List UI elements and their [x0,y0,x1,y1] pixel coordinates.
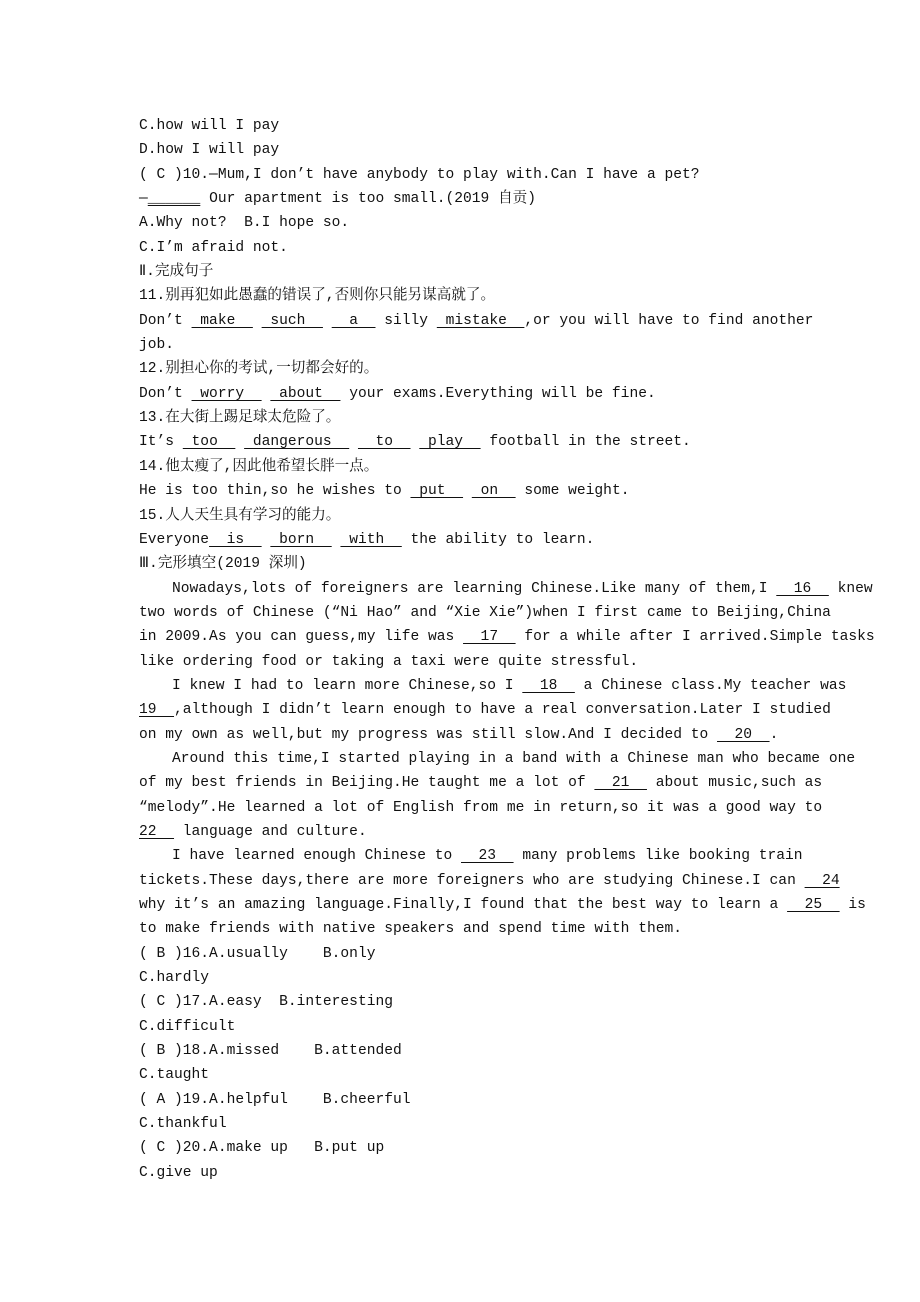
text-line [139,455,811,479]
text-segment: C.taught [139,1067,210,1084]
text-segment: ,although I didn’t learn enough to have a real conversation.Later I studied [174,702,831,719]
text-segment: ( C )20.A.make up B.put up [139,1140,385,1157]
text-line [139,309,814,333]
answer-blank: 23 [461,848,514,865]
text-segment: a Chinese class.My teacher was [574,677,847,694]
text-segment: of my best friends in Beijing.He taught me a lot of [139,775,595,792]
text-segment: ( A )19.A.helpful B.cheerful [139,1091,411,1108]
text-line [139,211,811,235]
text-line [139,577,873,601]
text-line [139,1136,811,1160]
text-segment: 13.在大街上踢足球太危险了。 [139,410,341,427]
answer-blank: a [331,312,376,329]
text-segment [463,483,472,499]
text-line [139,284,811,308]
text-line [139,625,875,649]
text-line [139,430,811,454]
text-line [139,236,811,260]
text-segment: . [769,726,779,743]
text-segment: knew [828,580,873,597]
text-segment: I knew I had to learn more Chinese,so I [172,677,523,694]
answer-blank: make [191,312,253,329]
text-line [139,1161,811,1185]
text-segment: A.Why not? B.I hope so. [139,215,350,232]
answer-blank: about [270,385,341,402]
text-segment: 11.别再犯如此愚蠢的错误了,否则你只能另谋高就了。 [139,288,496,305]
text-segment: why it’s an amazing language.Finally,I found that the best way to learn a [139,897,788,913]
text-segment: Around this time,I started playing in a band with a Chinese man who became one [172,750,856,767]
text-line [139,869,840,893]
text-line [139,260,811,284]
text-segment: 14.他太瘦了,因此他希望长胖一点。 [139,458,379,475]
text-segment: — [139,191,148,208]
text-segment: He is too thin,so he wishes to [139,483,411,500]
text-segment: Don’t [139,385,192,402]
text-line [139,138,811,162]
text-line [139,1039,811,1063]
answer-blank: ______ [147,191,201,208]
text-line [139,990,811,1014]
text-segment: 15.人人天生具有学习的能力。 [139,507,341,524]
text-segment: C.how will I pay [139,118,280,134]
text-line [139,357,811,381]
exercise-document [139,114,875,1185]
text-line [139,163,811,187]
answer-blank: mistake [436,312,525,329]
answer-blank: too [182,434,236,451]
text-segment: language and culture. [174,823,367,840]
text-segment: “melody”.He learned a lot of English from me in return,so it was a good way to [139,799,823,816]
text-line [139,1112,811,1136]
text-segment: Ⅲ.完形填空(2019 深圳) [139,556,307,573]
text-segment: job. [139,337,175,354]
text-segment: silly [375,312,437,329]
text-segment: tickets.These days,there are more foreigners who are studying Chinese.I can [139,872,805,889]
text-line [139,771,823,795]
text-segment: C.I’m afraid not. [139,239,288,256]
text-segment: in 2009.As you can guess,my life was [139,629,464,646]
answer-blank: born [270,531,332,548]
text-segment: like ordering food or taking a taxi were quite stressful. [139,653,639,670]
text-segment: Everyone [139,531,210,548]
text-line [139,479,811,503]
answer-blank: 20 [717,726,770,743]
text-segment [411,434,420,450]
text-segment: It’s [139,434,183,451]
text-segment: many problems like booking train [513,848,803,865]
answer-blank: 17 [463,629,516,646]
answer-blank: to [357,434,411,451]
answer-blank: is [209,531,262,548]
text-line [139,917,811,941]
text-line [139,528,811,552]
text-segment: C.hardly [139,970,210,987]
text-segment: C.difficult [139,1018,236,1035]
text-segment: ( B )16.A.usually B.only [139,945,376,962]
text-segment: about music,such as [646,775,823,792]
text-segment [349,434,358,450]
answer-blank: 24 [804,872,840,889]
text-line [139,114,811,138]
text-line [139,601,831,625]
text-line [139,650,811,674]
answer-blank: 25 [787,897,840,913]
text-segment: some weight. [515,483,630,500]
text-segment [235,434,244,450]
text-line [139,1015,811,1039]
text-line [139,796,823,820]
text-line [139,1088,811,1112]
text-line [139,942,811,966]
text-segment: Don’t [139,312,192,329]
text-segment: to make friends with native speakers and spend time with them. [139,921,682,938]
text-segment: ( B )18.A.missed B.attended [139,1043,402,1060]
text-segment: two words of Chinese (“Ni Hao” and “Xie Xie”)when I first came to Beijing,China [139,604,831,621]
text-segment: C.thankful [139,1116,227,1133]
text-segment [253,313,262,329]
answer-blank: 22 [139,823,175,840]
text-segment: 12.别担心你的考试,一切都会好的。 [139,361,379,378]
text-line [139,406,811,430]
text-segment: D.how I will pay [139,142,280,159]
text-segment: I have learned enough Chinese to [172,848,462,865]
text-segment: C.give up [139,1164,218,1181]
text-line [139,723,811,747]
answer-blank: with [340,531,402,548]
text-segment: football in the street. [480,434,691,451]
text-line [139,382,811,406]
text-segment: your exams.Everything will be fine. [340,385,656,402]
text-line [139,504,811,528]
text-segment: ( C )17.A.easy B.interesting [139,994,393,1011]
text-line [139,844,811,868]
text-line [139,552,811,576]
answer-blank: play [419,434,481,451]
answer-blank: on [471,483,516,500]
answer-blank: 16 [776,580,829,597]
text-segment [323,313,332,329]
text-line [139,893,866,917]
answer-blank: dangerous [244,434,350,451]
text-line [139,698,831,722]
text-segment: Our apartment is too small.(2019 自贡) [200,191,537,208]
text-segment: for a while after I arrived.Simple tasks [515,629,875,646]
answer-blank: worry [191,385,262,402]
text-line [139,747,856,771]
text-line [139,674,847,698]
text-segment: ,or you will have to find another [524,312,814,329]
text-line [139,333,811,357]
text-line [139,820,811,844]
text-segment: Nowadays,lots of foreigners are learning Chinese.Like many of them,I [172,580,777,597]
text-segment: the ability to learn. [401,531,595,548]
answer-blank: 18 [522,677,575,694]
answer-blank: put [410,483,464,500]
text-line [139,966,811,990]
answer-blank: 19 [139,702,175,719]
text-line [139,1063,811,1087]
text-line [139,187,811,211]
answer-blank: such [261,312,323,329]
text-segment: Ⅱ.完成句子 [139,264,214,281]
answer-blank: 21 [594,775,647,792]
text-segment: ( C )10.—Mum,I don’t have anybody to play with.Can I have a pet? [139,166,700,183]
text-segment: on my own as well,but my progress was still slow.And I decided to [139,726,718,743]
text-segment: is [839,897,866,913]
